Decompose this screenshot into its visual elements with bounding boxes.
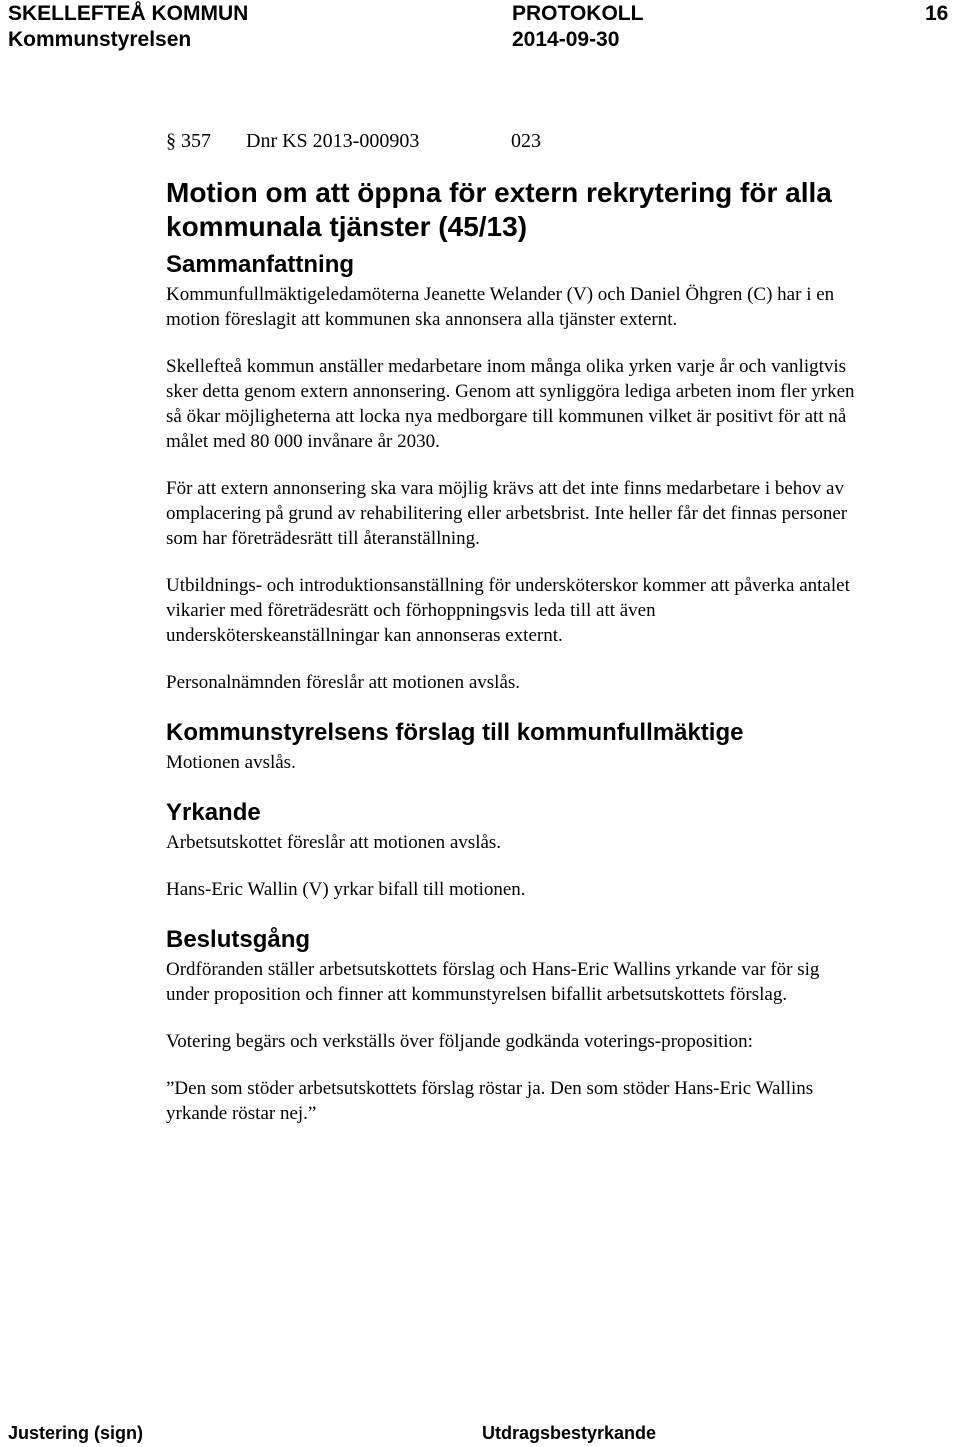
summary-paragraph: Utbildnings- och introduktionsanställning för undersköterskor kommer att påverka antalet vikarier med företrädesrätt och förhoppningsvis leda till att även undersköterskeanställningar kan annonseras externt. xyxy=(166,575,850,646)
header-date: 2014-09-30 xyxy=(512,28,620,51)
voting-proposition: ”Den som stöder arbetsutskottets förslag röstar ja. Den som stöder Hans-Eric Wallins yrkande röstar nej.” xyxy=(166,1078,814,1124)
header-org: SKELLEFTEÅ KOMMUN xyxy=(8,2,249,25)
proposal-text: Motionen avslås. xyxy=(166,752,296,773)
section-heading-forslag: Kommunstyrelsens förslag till kommunfullmäktige xyxy=(166,719,744,746)
section-heading-sammanfattning: Sammanfattning xyxy=(166,251,355,278)
decision-paragraph: Ordföranden ställer arbetsutskottets förslag och Hans-Eric Wallins yrkande var för sig under proposition och finner att kommunstyrelsen bifallit arbetsutskottets förslag. xyxy=(166,959,820,1005)
motion-paragraph: Arbetsutskottet föreslår att motionen avslås. xyxy=(166,832,502,853)
section-heading-yrkande: Yrkande xyxy=(166,799,261,826)
case-reference xyxy=(166,128,866,154)
summary-paragraph: Skellefteå kommun anställer medarbetare inom många olika yrken varje år och vanligtvis sker detta genom extern annonsering. Genom att synliggöra lediga arbeten inom fler yrken så ökar möjligheterna att locka nya medborgare till kommunen vilket är positivt för att nå målet med 80 000 invånare år 2030. xyxy=(166,356,855,452)
decision-paragraph: Votering begärs och verkställs över följande godkända voterings-proposition: xyxy=(166,1031,753,1052)
summary-paragraph: För att extern annonsering ska vara möjlig krävs att det inte finns medarbetare i behov av omplacering på grund av rehabilitering eller arbetsbrist. Inte heller får det finnas personer som har företrädesrätt till återanställning. xyxy=(166,478,848,549)
paragraph-number: § 357 xyxy=(166,130,211,152)
footer-utdragsbestyrkande: Utdragsbestyrkande xyxy=(482,1423,657,1443)
summary-paragraph: Kommunfullmäktigeledamöterna Jeanette Welander (V) och Daniel Öhgren (C) har i en motion föreslagit att kommunen ska annonsera alla tjänster externt. xyxy=(166,284,835,330)
section-heading-beslutsgang: Beslutsgång xyxy=(166,926,311,953)
summary-paragraph: Personalnämnden föreslår att motionen avslås. xyxy=(166,672,521,693)
case-dnr: Dnr KS 2013-000903 xyxy=(246,130,420,152)
header-doc-type: PROTOKOLL xyxy=(512,2,644,25)
motion-paragraph: Hans-Eric Wallin (V) yrkar bifall till motionen. xyxy=(166,879,526,900)
header-body: Kommunstyrelsen xyxy=(8,28,192,51)
protocol-content xyxy=(166,128,866,1126)
footer-justering: Justering (sign) xyxy=(8,1423,144,1443)
header-page-number: 16 xyxy=(925,2,949,25)
page-title: Motion om att öppna för extern rekrytering för alla kommunala tjänster (45/13) xyxy=(166,177,832,242)
case-code: 023 xyxy=(511,130,541,152)
